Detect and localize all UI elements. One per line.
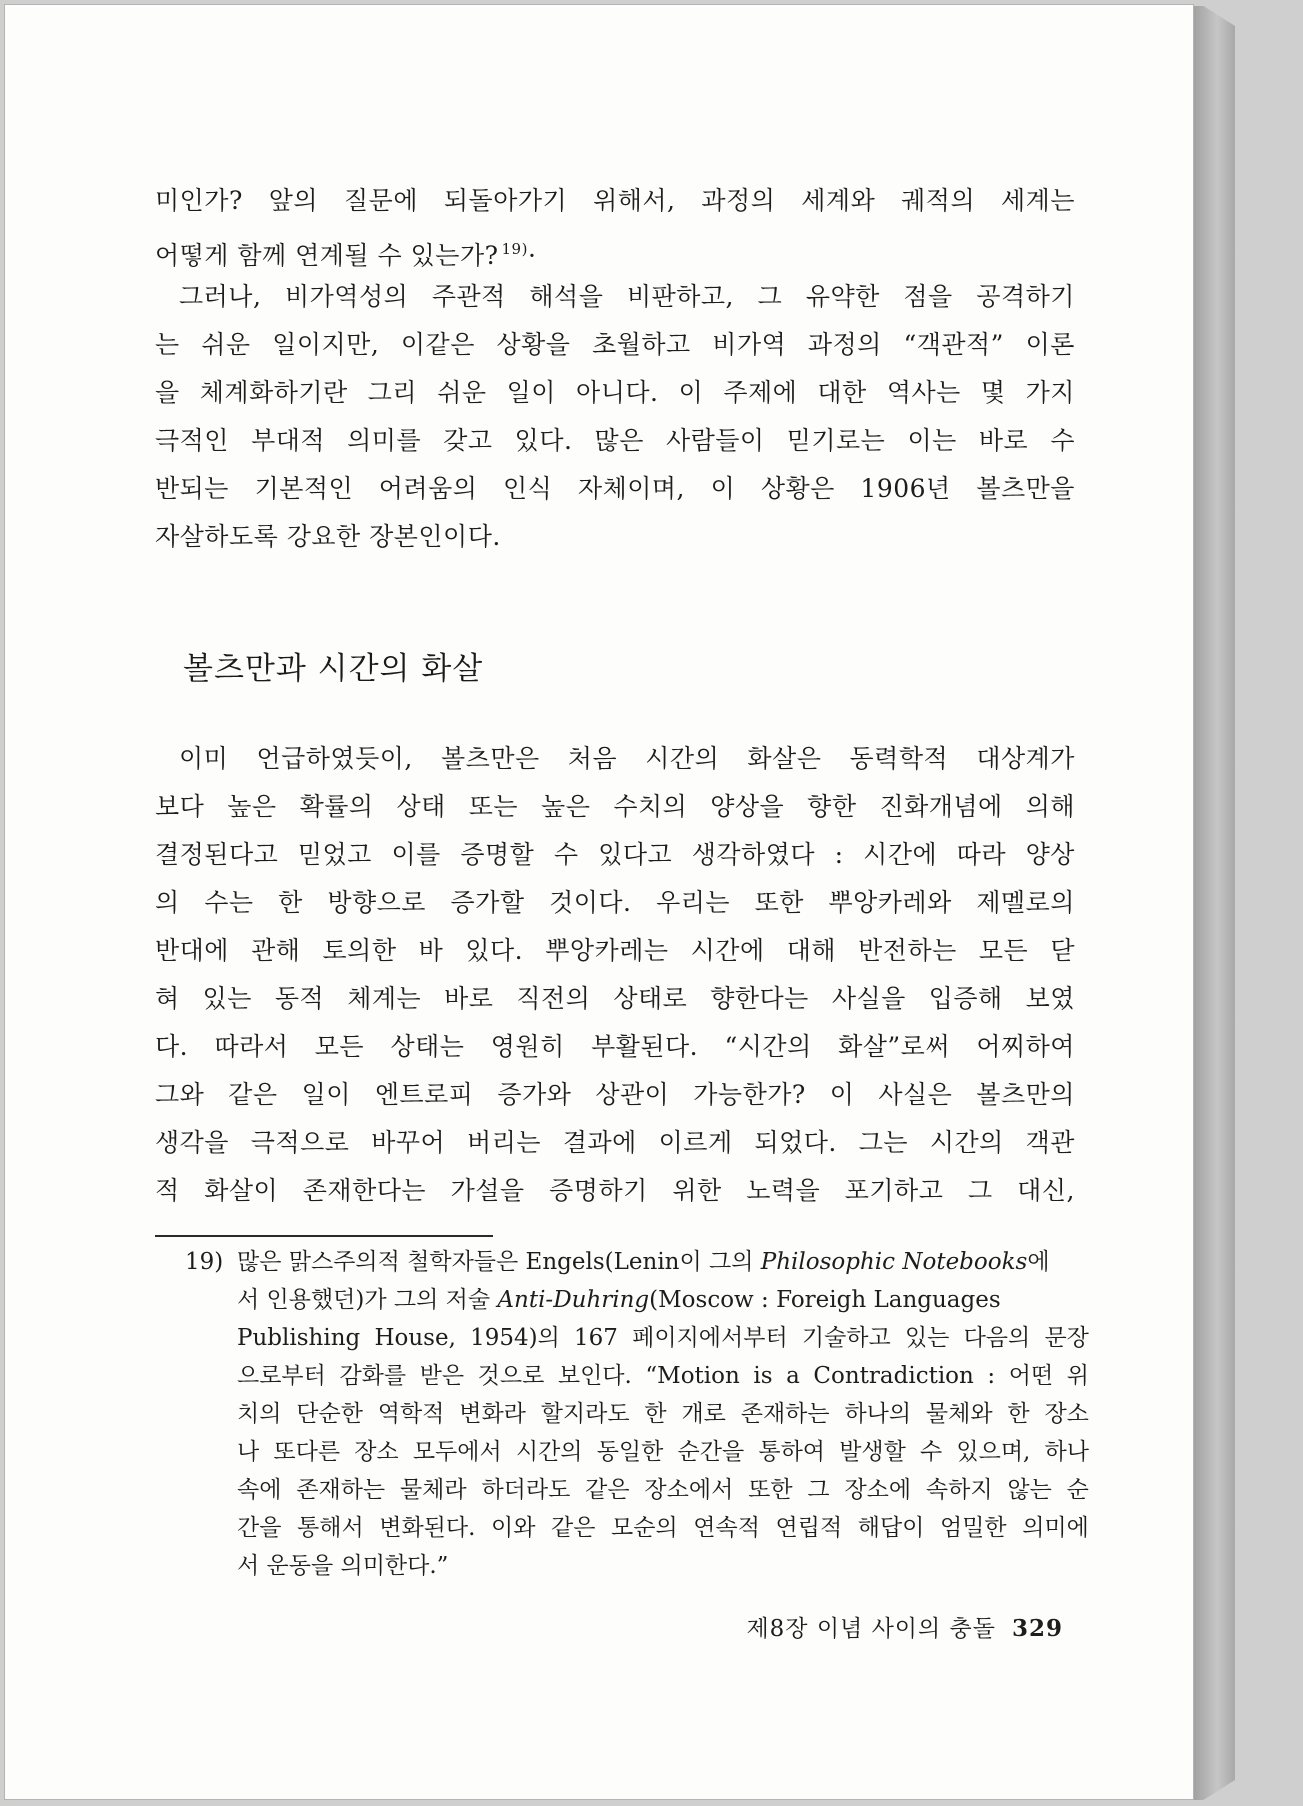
word: 이는 bbox=[907, 426, 957, 455]
paragraph-2-line-1 bbox=[155, 273, 1075, 321]
word: 유약한 bbox=[805, 282, 880, 311]
footnote-line bbox=[237, 1471, 1089, 1509]
word: 어려움의 bbox=[378, 474, 478, 503]
paragraph-3-line-7 bbox=[155, 1023, 1075, 1071]
word: 과정의 bbox=[701, 186, 776, 215]
word: 반대에 bbox=[155, 936, 229, 965]
word: 그러나, bbox=[179, 282, 262, 311]
word: 바꾸어 bbox=[371, 1128, 446, 1157]
word: 있는 bbox=[904, 1325, 950, 1351]
word: 세계는 bbox=[1001, 186, 1075, 215]
paragraph-3-line-3 bbox=[155, 831, 1075, 879]
word: 자체이며, bbox=[577, 474, 685, 503]
word: 방향으로 bbox=[327, 888, 426, 917]
word: “시간의 bbox=[724, 1032, 812, 1061]
word: 극적으로 bbox=[250, 1128, 350, 1157]
word: 공격하기 bbox=[976, 282, 1075, 311]
word: 미인가? bbox=[155, 186, 243, 215]
word: is bbox=[753, 1363, 773, 1389]
word: 확률의 bbox=[299, 792, 374, 821]
word: 동적 bbox=[274, 984, 325, 1013]
word: 쉬운 bbox=[201, 330, 251, 359]
book-page bbox=[4, 4, 1194, 1800]
word: 있다. bbox=[465, 936, 524, 965]
word: 대상계가 bbox=[976, 744, 1075, 773]
word: 객관 bbox=[1025, 1128, 1075, 1157]
paragraph-2-line-6: 자살하도록 강요한 장본인이다. bbox=[155, 522, 501, 551]
paragraph-3 bbox=[155, 735, 1075, 1215]
word: 향한 bbox=[807, 792, 857, 821]
word: 버리는 bbox=[467, 1128, 541, 1157]
word: 기본적인 bbox=[254, 474, 354, 503]
word: 장소 bbox=[354, 1439, 399, 1465]
footnote-book-title-2: Anti-Duhring bbox=[497, 1287, 650, 1313]
paragraph-2-line-4 bbox=[155, 417, 1075, 465]
word: Publishing bbox=[237, 1325, 361, 1351]
paragraph-2-line-5 bbox=[155, 465, 1075, 513]
word: 존재한다는 bbox=[302, 1176, 427, 1205]
word: 해답이 bbox=[857, 1515, 925, 1541]
footnote-line bbox=[237, 1319, 1089, 1357]
word: 주관적 bbox=[431, 282, 506, 311]
word: 수 bbox=[1050, 426, 1075, 455]
word: 167 bbox=[574, 1325, 618, 1351]
word: 또한 bbox=[748, 1477, 793, 1503]
word: 위 bbox=[1066, 1363, 1089, 1389]
word: 나 bbox=[237, 1439, 260, 1465]
page-number: 329 bbox=[1011, 1615, 1063, 1642]
word: 치의 bbox=[237, 1401, 282, 1427]
word: 다. bbox=[155, 1032, 189, 1061]
word: 화살은 bbox=[747, 744, 822, 773]
paragraph-3-line-8 bbox=[155, 1071, 1075, 1119]
footnote-line bbox=[237, 1509, 1089, 1547]
word: 페이지에서부터 bbox=[632, 1325, 788, 1351]
footnote-line bbox=[237, 1433, 1089, 1471]
word: 변화라 bbox=[459, 1401, 526, 1427]
word: 믿었고 bbox=[297, 840, 372, 869]
word: 변화된다. bbox=[379, 1515, 476, 1541]
word: 노력을 bbox=[746, 1176, 821, 1205]
footnote-line-1-text bbox=[237, 1243, 1050, 1281]
word: 사실을 bbox=[831, 984, 906, 1013]
footnote-line-1-b: 에 bbox=[1027, 1249, 1050, 1275]
word: 시간의 bbox=[515, 1439, 583, 1465]
footnote-ref-dot: · bbox=[527, 241, 537, 270]
word: 모든 bbox=[314, 1032, 365, 1061]
word: 같은 bbox=[228, 1080, 278, 1109]
word: 체계화하기란 bbox=[199, 378, 348, 407]
word: 사실은 bbox=[878, 1080, 953, 1109]
word: 할지라도 bbox=[540, 1401, 630, 1427]
word: 일이 bbox=[506, 378, 556, 407]
word: 같은 bbox=[551, 1515, 596, 1541]
word: 양상을 bbox=[710, 792, 785, 821]
word: 처음 bbox=[567, 744, 618, 773]
word: 볼츠만은 bbox=[441, 744, 540, 773]
word: 위한 bbox=[672, 1176, 722, 1205]
word: 상관이 bbox=[595, 1080, 670, 1109]
word: 하나 bbox=[1044, 1439, 1089, 1465]
word: 상황은 bbox=[760, 474, 835, 503]
paragraph-3-line bbox=[155, 831, 1075, 879]
paragraph-1-line bbox=[155, 177, 1075, 225]
word: 비가역성의 bbox=[285, 282, 409, 311]
word: 궤적의 bbox=[901, 186, 976, 215]
word: 같은 bbox=[585, 1477, 630, 1503]
word: 한 bbox=[1007, 1401, 1030, 1427]
word: 진화개념에 bbox=[879, 792, 1003, 821]
word: 감화를 bbox=[339, 1363, 407, 1389]
word: 결과에 bbox=[562, 1128, 637, 1157]
paragraph-3-line-6 bbox=[155, 975, 1075, 1023]
word: 증가할 bbox=[450, 888, 525, 917]
word: 수 bbox=[553, 840, 579, 869]
word: 문장 bbox=[1044, 1325, 1089, 1351]
word: 볼츠만을 bbox=[976, 474, 1075, 503]
word: 적 bbox=[155, 1176, 180, 1205]
paragraph-3-line-10 bbox=[155, 1167, 1075, 1215]
word: 수치의 bbox=[613, 792, 688, 821]
word: 상황을 bbox=[496, 330, 571, 359]
word: 발생할 bbox=[839, 1439, 906, 1465]
word: 역학적 bbox=[377, 1401, 445, 1427]
footnote-divider bbox=[155, 1235, 493, 1237]
word: 있다. bbox=[514, 426, 573, 455]
word: 높은 bbox=[227, 792, 277, 821]
word: 화살”로써 bbox=[838, 1032, 950, 1061]
paragraph-2-line bbox=[155, 417, 1075, 465]
word: 통해서 bbox=[297, 1515, 364, 1541]
word: 토의한 bbox=[322, 936, 397, 965]
word: 연속적 bbox=[693, 1515, 760, 1541]
word: a bbox=[786, 1363, 800, 1389]
word: 화살이 bbox=[204, 1176, 279, 1205]
word: 엄밀한 bbox=[939, 1515, 1007, 1541]
word: 대신, bbox=[1017, 1176, 1075, 1205]
word: 이미 bbox=[179, 744, 229, 773]
word: 기술하고 bbox=[801, 1325, 891, 1351]
word: 대한 bbox=[817, 378, 867, 407]
word: 순간을 bbox=[677, 1439, 745, 1465]
word: 시간에 bbox=[690, 936, 765, 965]
word: 모두에서 bbox=[412, 1439, 502, 1465]
word: 다음의 bbox=[963, 1325, 1031, 1351]
word: 세계와 bbox=[801, 186, 876, 215]
footnote-line-1-wrap bbox=[237, 1243, 1089, 1281]
word: 는 bbox=[155, 330, 180, 359]
word: 이 bbox=[678, 378, 704, 407]
word: 상태로 bbox=[613, 984, 688, 1013]
word: 일이지만, bbox=[272, 330, 380, 359]
word: 과정의 bbox=[807, 330, 882, 359]
word: 앞의 bbox=[268, 186, 319, 215]
word: 어떤 bbox=[1008, 1363, 1054, 1389]
word: 간을 bbox=[237, 1515, 282, 1541]
paragraph-3-line bbox=[155, 783, 1075, 831]
paragraph-2-line-3 bbox=[155, 369, 1075, 417]
word: 시간에 bbox=[863, 840, 938, 869]
word: 언급하였듯이, bbox=[256, 744, 413, 773]
paragraph-3-line bbox=[155, 1167, 1075, 1215]
word: 뿌앙카레와 bbox=[828, 888, 952, 917]
word: 믿기로는 bbox=[786, 426, 886, 455]
word: 결정된다고 bbox=[155, 840, 279, 869]
word: 보였 bbox=[1025, 984, 1075, 1013]
word: 갖고 bbox=[443, 426, 493, 455]
word: House, bbox=[374, 1325, 456, 1351]
paragraph-2-line bbox=[155, 321, 1075, 369]
word: 그 bbox=[807, 1477, 830, 1503]
word: 바로 bbox=[444, 984, 494, 1013]
word: 개로 bbox=[681, 1401, 726, 1427]
word: 어찌하여 bbox=[976, 1032, 1075, 1061]
word: 을 bbox=[155, 378, 180, 407]
word: 생각을 bbox=[155, 1128, 229, 1157]
word: 비가역 bbox=[712, 330, 787, 359]
word: 반전하는 bbox=[858, 936, 957, 965]
word: 것으로 bbox=[477, 1363, 545, 1389]
running-footer bbox=[746, 1610, 1063, 1643]
word: 물체와 bbox=[925, 1401, 993, 1427]
word: 시간의 bbox=[645, 744, 720, 773]
word: 1954)의 bbox=[470, 1325, 560, 1351]
word: 또는 bbox=[468, 792, 519, 821]
word: 뿌앙카레는 bbox=[545, 936, 669, 965]
word: 통하여 bbox=[758, 1439, 826, 1465]
paragraph-2-line bbox=[155, 465, 1075, 513]
paragraph-3-line bbox=[155, 735, 1075, 783]
word: Contradiction bbox=[813, 1363, 974, 1389]
word: 체계는 bbox=[347, 984, 422, 1013]
footnote-line-last: 서 운동을 의미한다.” bbox=[237, 1553, 449, 1579]
word: 이 bbox=[710, 474, 736, 503]
paragraph-3-line-4 bbox=[155, 879, 1075, 927]
word: 있는 bbox=[202, 984, 252, 1013]
paragraph-3-line bbox=[155, 879, 1075, 927]
section-title: 볼츠만과 시간의 화살 bbox=[183, 651, 484, 687]
paragraph-3-line-9 bbox=[155, 1119, 1075, 1167]
word: 연립적 bbox=[775, 1515, 843, 1541]
word: 비판하고, bbox=[626, 282, 735, 311]
paragraph-2-line bbox=[155, 513, 1075, 561]
word: 대해 bbox=[786, 936, 837, 965]
paragraph-2-line bbox=[155, 369, 1075, 417]
paragraph-1 bbox=[155, 177, 1075, 273]
word: 일이 bbox=[301, 1080, 351, 1109]
word: 것이다. bbox=[549, 888, 632, 917]
word: 하더라도 bbox=[481, 1477, 571, 1503]
word: 부활된다. bbox=[591, 1032, 699, 1061]
word: 모순의 bbox=[611, 1515, 678, 1541]
word: 한 bbox=[644, 1401, 667, 1427]
footnote-19 bbox=[155, 1243, 1090, 1585]
word: 존재하는 bbox=[740, 1401, 830, 1427]
word: 쉬운 bbox=[437, 378, 487, 407]
word: 속하지 bbox=[925, 1477, 993, 1503]
word: 단순한 bbox=[296, 1401, 363, 1427]
word: 아니다. bbox=[576, 378, 659, 407]
paragraph-3-line-2 bbox=[155, 783, 1075, 831]
word: 극적인 bbox=[155, 426, 229, 455]
word: 따라서 bbox=[214, 1032, 289, 1061]
paragraph-3-line-1 bbox=[155, 735, 1075, 783]
word: 그와 bbox=[155, 1080, 205, 1109]
word: 가지 bbox=[1025, 378, 1075, 407]
footnote-line-2 bbox=[237, 1281, 1089, 1319]
paragraph-1-line-2: 어떻게 함께 연계될 수 있는가? bbox=[155, 241, 499, 270]
paragraph-3-line bbox=[155, 1119, 1075, 1167]
word: 혀 bbox=[155, 984, 180, 1013]
word: 상태는 bbox=[390, 1032, 465, 1061]
word: 하나의 bbox=[844, 1401, 912, 1427]
word: 초월하고 bbox=[592, 330, 691, 359]
word: 순 bbox=[1066, 1477, 1089, 1503]
word: 증명하기 bbox=[549, 1176, 648, 1205]
footnote-line-2-text bbox=[237, 1281, 1001, 1319]
footnote-book-title-1: Philosophic Notebooks bbox=[760, 1249, 1028, 1275]
footnote-line-2-a: 서 인용했던)가 그의 저술 bbox=[237, 1287, 498, 1313]
word: 제멜로의 bbox=[976, 888, 1075, 917]
word: 그 bbox=[967, 1176, 993, 1205]
word: 또다른 bbox=[273, 1439, 341, 1465]
footnote-line bbox=[237, 1395, 1089, 1433]
word: 의해 bbox=[1025, 792, 1075, 821]
word: 이같은 bbox=[400, 330, 475, 359]
word: 되돌아가기 bbox=[443, 186, 568, 215]
word: : bbox=[834, 840, 844, 869]
paragraph-1-line-1 bbox=[155, 177, 1075, 225]
paragraph-3-line bbox=[155, 927, 1075, 975]
word: 물체라 bbox=[399, 1477, 467, 1503]
word: 관해 bbox=[251, 936, 301, 965]
word: 가능한가? bbox=[693, 1080, 806, 1109]
word: 직전의 bbox=[516, 984, 591, 1013]
word: 주제에 bbox=[723, 378, 798, 407]
footnote-line-1-a: 많은 맑스주의적 철학자들은 Engels(Lenin이 그의 bbox=[237, 1249, 761, 1275]
word: 해석을 bbox=[529, 282, 604, 311]
paragraph-3-line bbox=[155, 1023, 1075, 1071]
word: 증가와 bbox=[497, 1080, 572, 1109]
word: 상태 bbox=[396, 792, 446, 821]
word: 이와 bbox=[491, 1515, 536, 1541]
paragraph-2 bbox=[155, 273, 1075, 561]
word: 있으며, bbox=[956, 1439, 1031, 1465]
word: 몇 bbox=[980, 378, 1006, 407]
paragraph-3-line bbox=[155, 975, 1075, 1023]
word: 증명할 bbox=[460, 840, 535, 869]
footnote-line-1 bbox=[237, 1243, 1089, 1281]
word: 향한다는 bbox=[710, 984, 809, 1013]
word: 역사는 bbox=[886, 378, 961, 407]
word: 바 bbox=[418, 936, 444, 965]
word: 포기하고 bbox=[844, 1176, 944, 1205]
word: 질문에 bbox=[344, 186, 418, 215]
word: 받은 bbox=[419, 1363, 465, 1389]
word: 속에 bbox=[237, 1477, 282, 1503]
word: 반되는 bbox=[155, 474, 229, 503]
footnote-line-2-b: (Moscow : Foreigh Languages bbox=[649, 1287, 1001, 1313]
word: 가설을 bbox=[450, 1176, 525, 1205]
word: 인식 bbox=[503, 474, 553, 503]
word: 동일한 bbox=[596, 1439, 664, 1465]
word: 의미에 bbox=[1022, 1515, 1089, 1541]
paragraph-2-line bbox=[155, 273, 1075, 321]
word: 이론 bbox=[1025, 330, 1075, 359]
word: 엔트로피 bbox=[374, 1080, 474, 1109]
paragraph-2-line-2 bbox=[155, 321, 1075, 369]
footnote-body bbox=[237, 1243, 1089, 1585]
word: 사람들이 bbox=[665, 426, 765, 455]
word: 따라 bbox=[956, 840, 1007, 869]
word: 않는 bbox=[1007, 1477, 1052, 1503]
word: 시간의 bbox=[929, 1128, 1004, 1157]
word: 의미를 bbox=[347, 426, 422, 455]
word: 동력학적 bbox=[849, 744, 949, 773]
word: 모든 bbox=[978, 936, 1029, 965]
word: 위해서, bbox=[593, 186, 676, 215]
page-edge-shadow bbox=[1190, 6, 1235, 1800]
word: 되었다. bbox=[754, 1128, 837, 1157]
paragraph-3-line bbox=[155, 1071, 1075, 1119]
word: 보인다. bbox=[557, 1363, 632, 1389]
word: 장소에서 bbox=[644, 1477, 734, 1503]
word: 1906년 bbox=[860, 474, 951, 503]
word: 또한 bbox=[754, 888, 804, 917]
word: “Motion bbox=[645, 1363, 740, 1389]
word: : bbox=[987, 1363, 996, 1389]
footnote-number: 19) bbox=[185, 1249, 224, 1275]
footnote-line bbox=[237, 1357, 1089, 1395]
word: 많은 bbox=[594, 426, 644, 455]
word: 장소에 bbox=[844, 1477, 912, 1503]
word: 그는 bbox=[858, 1128, 908, 1157]
word: 입증해 bbox=[928, 984, 1003, 1013]
word: 생각하였다 bbox=[691, 840, 816, 869]
paragraph-1-line bbox=[155, 225, 1075, 273]
paragraph-3-line-5 bbox=[155, 927, 1075, 975]
word: 이르게 bbox=[658, 1128, 733, 1157]
word: 볼츠만의 bbox=[976, 1080, 1075, 1109]
word: 수 bbox=[920, 1439, 943, 1465]
word: 바로 bbox=[978, 426, 1029, 455]
word: 보다 bbox=[155, 792, 205, 821]
word: 한 bbox=[278, 888, 303, 917]
word: 우리는 bbox=[656, 888, 731, 917]
word: 의 bbox=[155, 888, 180, 917]
word: 높은 bbox=[541, 792, 591, 821]
word: 그 bbox=[757, 282, 783, 311]
chapter-title: 제8장 이념 사이의 충돌 bbox=[746, 1616, 996, 1642]
word: 으로부터 bbox=[237, 1363, 326, 1389]
word: 점을 bbox=[903, 282, 953, 311]
footnote-reference[interactable]: 19) bbox=[501, 240, 528, 258]
word: 장소 bbox=[1044, 1401, 1089, 1427]
word: 그리 bbox=[367, 378, 418, 407]
paragraph-1-line-2-wrap bbox=[155, 225, 1075, 280]
word: 양상 bbox=[1025, 840, 1075, 869]
word: 영원히 bbox=[490, 1032, 565, 1061]
word: 있다고 bbox=[598, 840, 673, 869]
word: 이 bbox=[829, 1080, 855, 1109]
word: “객관적” bbox=[903, 330, 1004, 359]
word: 존재하는 bbox=[296, 1477, 386, 1503]
word: 수는 bbox=[204, 888, 254, 917]
word: 부대적 bbox=[251, 426, 326, 455]
word: 닫 bbox=[1050, 936, 1075, 965]
word: 이를 bbox=[391, 840, 441, 869]
